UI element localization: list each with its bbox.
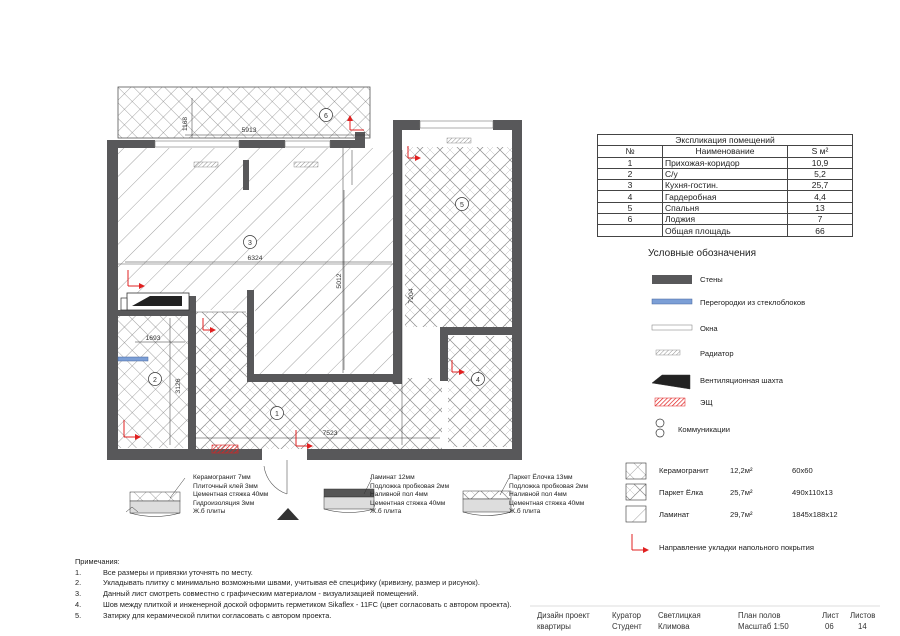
legend-radiator-label: Радиатор <box>700 349 734 358</box>
note-number: 3. <box>75 589 82 598</box>
col-area: S м² <box>788 146 853 157</box>
table-row <box>598 168 853 179</box>
layer-line: Керамогранит 7мм <box>193 474 251 481</box>
role-student: Студент <box>612 622 642 631</box>
legend-windows-label: Окна <box>700 324 718 333</box>
cell: С/у <box>663 168 788 179</box>
cell: Гардеробная <box>663 191 788 202</box>
kitchen-living-floor <box>118 148 395 310</box>
sheet-label: Лист <box>822 611 839 620</box>
note-text: Все размеры и привязки уточнять по месту. <box>103 568 253 577</box>
note-number: 2. <box>75 578 82 587</box>
cell: 25,7 <box>788 180 853 191</box>
direction-label: Направление укладки напольного покрытия <box>659 543 815 552</box>
col-name: Наименование <box>663 146 788 157</box>
legend-glass-block-label: Перегородки из стеклоблоков <box>700 298 806 307</box>
layer-line: Плиточный клей 3мм <box>193 482 258 490</box>
table-row <box>598 157 853 168</box>
layer-line: Паркет Ёлочка 13мм <box>509 474 573 481</box>
legend-title: Условные обозначения <box>648 248 757 259</box>
note-3 <box>75 589 418 598</box>
sheet-number: 06 <box>825 622 834 631</box>
glass-block-partition <box>118 357 148 361</box>
dim-loggia-depth: 1168 <box>182 117 189 131</box>
note-number: 1. <box>75 568 82 577</box>
wardrobe-floor <box>448 336 512 447</box>
floor-laminate-size: 1845х188х12 <box>792 510 838 519</box>
legend-utilities-label: Коммуникации <box>678 425 730 434</box>
cell <box>598 225 663 236</box>
section-2-labels <box>370 474 449 517</box>
legend-symbols <box>626 275 692 550</box>
floor-section-2 <box>324 478 374 513</box>
cell: 6 <box>598 214 663 225</box>
dim-hall-length: 7523 <box>322 430 338 437</box>
explication-table <box>597 134 853 237</box>
vent-shaft <box>127 293 189 310</box>
floor-parquet-size: 490х110х13 <box>792 488 833 497</box>
legend-vent-shaft-label: Вентиляционная шахта <box>700 376 784 385</box>
table-row <box>598 191 853 202</box>
layer-line: Наливной пол 4мм <box>370 491 428 499</box>
note-1 <box>75 568 253 577</box>
dim-bath-width: 1693 <box>145 335 161 342</box>
floor-ceramic-area: 12,2м² <box>730 466 753 475</box>
floor-ceramic-name: Керамогранит <box>659 466 709 475</box>
floor-parquet-area: 25,7м² <box>730 488 753 497</box>
cell: 5 <box>598 202 663 213</box>
room-marker-2: 2 <box>153 377 157 384</box>
cell: Кухня-гостин. <box>663 180 788 191</box>
cell: Прихожая-коридор <box>663 157 788 168</box>
note-2 <box>75 578 480 587</box>
curator-name: Светлицкая <box>658 611 701 620</box>
section-3-labels <box>509 474 588 517</box>
entrance-door <box>264 449 307 494</box>
dim-bedroom-height: 7204 <box>408 288 415 304</box>
cell: 2 <box>598 168 663 179</box>
dim-loggia-width: 5913 <box>241 127 257 134</box>
kitchen-living-floor-lower <box>255 290 393 374</box>
floor-section-1 <box>126 478 185 517</box>
room-marker-5: 5 <box>460 202 464 209</box>
student-name: Климова <box>658 622 690 631</box>
note-text: Затирку для керамической плитки согласовать с автором проекта. <box>103 611 332 620</box>
room-marker-4: 4 <box>476 377 480 384</box>
cell: 7 <box>788 214 853 225</box>
floor-parquet-name: Паркет Ёлка <box>659 488 704 497</box>
sheet-scale: Масштаб 1:50 <box>738 622 789 631</box>
floor-section-3 <box>463 478 511 516</box>
legend-walls-label: Стены <box>700 275 723 284</box>
cell: 1 <box>598 157 663 168</box>
layer-line: Цементная стяжка 40мм <box>509 499 585 507</box>
hallway-floor <box>192 312 247 382</box>
cell: Спальня <box>663 202 788 213</box>
dim-kitchen-width: 6324 <box>247 255 263 262</box>
notes-title: Примечания: <box>75 557 120 566</box>
layer-line: Ж.б плита <box>509 508 541 516</box>
cell: 66 <box>788 225 853 236</box>
sheet-title: План полов <box>738 611 781 620</box>
cell: 4 <box>598 191 663 202</box>
floor-laminate-area: 29,7м² <box>730 510 753 519</box>
entrance-marker-icon <box>277 508 299 520</box>
cell: 5,2 <box>788 168 853 179</box>
table-row <box>598 225 853 236</box>
section-1-labels <box>193 474 268 517</box>
cell: Общая площадь <box>663 225 788 236</box>
electrical-panel <box>212 445 238 453</box>
note-text: Шов между плиткой и инженерной доской оформить герметиком Sikaflex - 11FC (цвет согласовать с автором проекта). <box>103 600 512 609</box>
layer-line: Цементная стяжка 40мм <box>193 491 269 499</box>
sheets-total: 14 <box>858 622 867 631</box>
cell: Лоджия <box>663 214 788 225</box>
legend-panel-label: ЭЩ <box>700 398 713 407</box>
room-marker-6: 6 <box>324 113 328 120</box>
note-text: Укладывать плитку с минимально возможными швами, учитывая её специфику (кривизну, размер и рисунок). <box>103 578 480 587</box>
layer-line: Ж.б плита <box>370 508 402 516</box>
bedroom-floor <box>405 147 512 327</box>
layer-line: Цементная стяжка 40мм <box>370 499 446 507</box>
note-text: Данный лист смотреть совместно с графическим материалом - визуализацией помещений. <box>103 589 419 598</box>
cell: 10,9 <box>788 157 853 168</box>
floor-ceramic-size: 60х60 <box>792 466 813 475</box>
cell: 13 <box>788 202 853 213</box>
small-shaft <box>121 298 127 310</box>
sheets-label: Листов <box>850 611 876 620</box>
layer-line: Подложка пробковая 2мм <box>370 482 450 490</box>
role-curator: Куратор <box>612 611 642 620</box>
note-number: 5. <box>75 611 82 620</box>
room-marker-1: 1 <box>275 411 279 418</box>
project-title: Дизайн проект <box>537 611 590 620</box>
layer-line: Наливной пол 4мм <box>509 491 567 499</box>
room-marker-3: 3 <box>248 240 252 247</box>
project-subtitle: квартиры <box>537 622 571 631</box>
layer-line: Ламинат 12мм <box>370 474 415 481</box>
col-number: № <box>598 146 663 157</box>
hallway-floor-lower <box>192 378 442 449</box>
cell: 4,4 <box>788 191 853 202</box>
table-row <box>598 180 853 191</box>
floor-laminate-name: Ламинат <box>659 510 690 519</box>
note-5 <box>75 611 331 620</box>
dim-bath-height: 3126 <box>175 378 182 394</box>
note-4 <box>75 600 512 609</box>
layer-line: Гидроизоляция 3мм <box>193 499 255 507</box>
layer-line: Подложка пробковая 2мм <box>509 482 589 490</box>
explication-title: Экспликация помещений <box>598 135 853 146</box>
dim-kitchen-height: 5012 <box>336 273 343 289</box>
table-row <box>598 202 853 213</box>
cell: 3 <box>598 180 663 191</box>
note-number: 4. <box>75 600 82 609</box>
table-row <box>598 214 853 225</box>
layer-line: Ж.б плиты <box>193 508 226 516</box>
